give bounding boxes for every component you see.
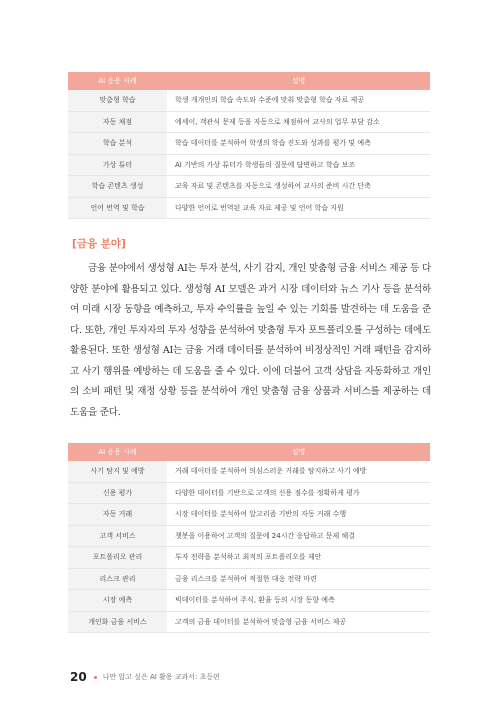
table-row — [68, 590, 430, 612]
description-cell: 금융 리스크를 분석하여 적절한 대응 전략 마련 — [167, 568, 430, 590]
education-ai-table — [68, 72, 430, 219]
table-row — [68, 461, 430, 482]
bullet-dot-icon — [94, 676, 97, 679]
table-row — [68, 154, 430, 176]
table-row — [68, 611, 430, 633]
description-cell: 학생 개개인의 학습 속도와 수준에 맞춰 맞춤형 학습 자료 제공 — [167, 90, 430, 111]
use-case-cell: 포트폴리오 관리 — [68, 547, 167, 569]
column-header-description: 설명 — [167, 443, 430, 461]
table-row — [68, 482, 430, 504]
page-number: 20 — [70, 670, 87, 684]
use-case-cell: 신용 평가 — [68, 482, 167, 504]
use-case-cell: 학습 콘텐츠 생성 — [68, 176, 167, 198]
book-title: 나만 알고 싶은 AI 활용 교과서: 초등편 — [102, 673, 220, 681]
table-row — [68, 176, 430, 198]
table-row — [68, 504, 430, 526]
table-header-row — [68, 443, 430, 461]
section-heading: [금융 분야] — [72, 238, 126, 250]
use-case-cell: 개인화 금융 서비스 — [68, 611, 167, 633]
column-header-description: 설명 — [167, 72, 430, 90]
table-row — [68, 547, 430, 569]
table-row — [68, 133, 430, 155]
use-case-cell: 가상 튜터 — [68, 154, 167, 176]
description-cell: 다양한 데이터를 기반으로 고객의 신용 점수를 정확하게 평가 — [167, 482, 430, 504]
body-paragraph: 금융 분야에서 생성형 AI는 투자 분석, 사기 감지, 개인 맞춤형 금융 서비스 제공 등 다양한 분야에 활용되고 있다. 생성형 AI 모델은 과거 시장 데이터와 뉴스 기사 등을 분석하여 미래 시장 동향을 예측하고, 투자 수익률을 높일 수 있는 기회를 발견하는 데 도움을 준다. 또한, 개인 투자자의 투자 성향을 분석하여 맞춤형 투자 포트폴리오를 구성하는 데에도 활용된다. 또한 생성형 AI는 금융 거래 데이터를 분석하여 비정상적인 거래 패턴을 감지하고 사기 행위를 예방하는 데 도움을 줄 수 있다. 이에 더불어 고객 상담을 자동화하고 개인의 소비 패턴 및 재정 상황 등을 분석하여 개인 맞춤형 금융 상품과 서비스를 제공하는 데 도움을 준다. — [70, 263, 431, 418]
column-header-use-case: AI 응용 사례 — [68, 443, 167, 461]
use-case-cell: 리스크 관리 — [68, 568, 167, 590]
use-case-cell: 사기 탐지 및 예방 — [68, 461, 167, 482]
description-cell: 다양한 언어로 번역된 교육 자료 제공 및 언어 학습 지원 — [167, 197, 430, 219]
description-cell: 빅데이터를 분석하여 주식, 환율 등의 시장 동향 예측 — [167, 590, 430, 612]
description-cell: 에세이, 객관식 문제 등을 자동으로 채점하여 교사의 업무 부담 감소 — [167, 111, 430, 133]
page-footer — [70, 670, 220, 684]
table-row — [68, 90, 430, 111]
description-cell: 교육 자료 및 콘텐츠를 자동으로 생성하여 교사의 준비 시간 단축 — [167, 176, 430, 198]
use-case-cell: 고객 서비스 — [68, 525, 167, 547]
use-case-cell: 자동 거래 — [68, 504, 167, 526]
description-cell: 고객의 금융 데이터를 분석하여 맞춤형 금융 서비스 제공 — [167, 611, 430, 633]
description-cell: 시장 데이터를 분석하여 알고리즘 기반의 자동 거래 수행 — [167, 504, 430, 526]
use-case-cell: 시장 예측 — [68, 590, 167, 612]
description-cell: 거래 데이터를 분석하여 의심스러운 거래를 탐지하고 사기 예방 — [167, 461, 430, 482]
column-header-use-case: AI 응용 사례 — [68, 72, 167, 90]
table-row — [68, 197, 430, 219]
use-case-cell: 언어 번역 및 학습 — [68, 197, 167, 219]
description-cell: 챗봇을 이용하여 고객의 질문에 24시간 응답하고 문제 해결 — [167, 525, 430, 547]
description-cell: AI 기반의 가상 튜터가 학생들의 질문에 답변하고 학습 보조 — [167, 154, 430, 176]
use-case-cell: 자동 채점 — [68, 111, 167, 133]
table-row — [68, 525, 430, 547]
description-cell: 투자 전략을 분석하고 최적의 포트폴리오를 제안 — [167, 547, 430, 569]
use-case-cell: 맞춤형 학습 — [68, 90, 167, 111]
table-header-row — [68, 72, 430, 90]
table-row — [68, 111, 430, 133]
description-cell: 학습 데이터를 분석하여 학생의 학습 진도와 성과를 평가 및 예측 — [167, 133, 430, 155]
table-row — [68, 568, 430, 590]
finance-ai-table — [68, 443, 430, 633]
use-case-cell: 학습 분석 — [68, 133, 167, 155]
